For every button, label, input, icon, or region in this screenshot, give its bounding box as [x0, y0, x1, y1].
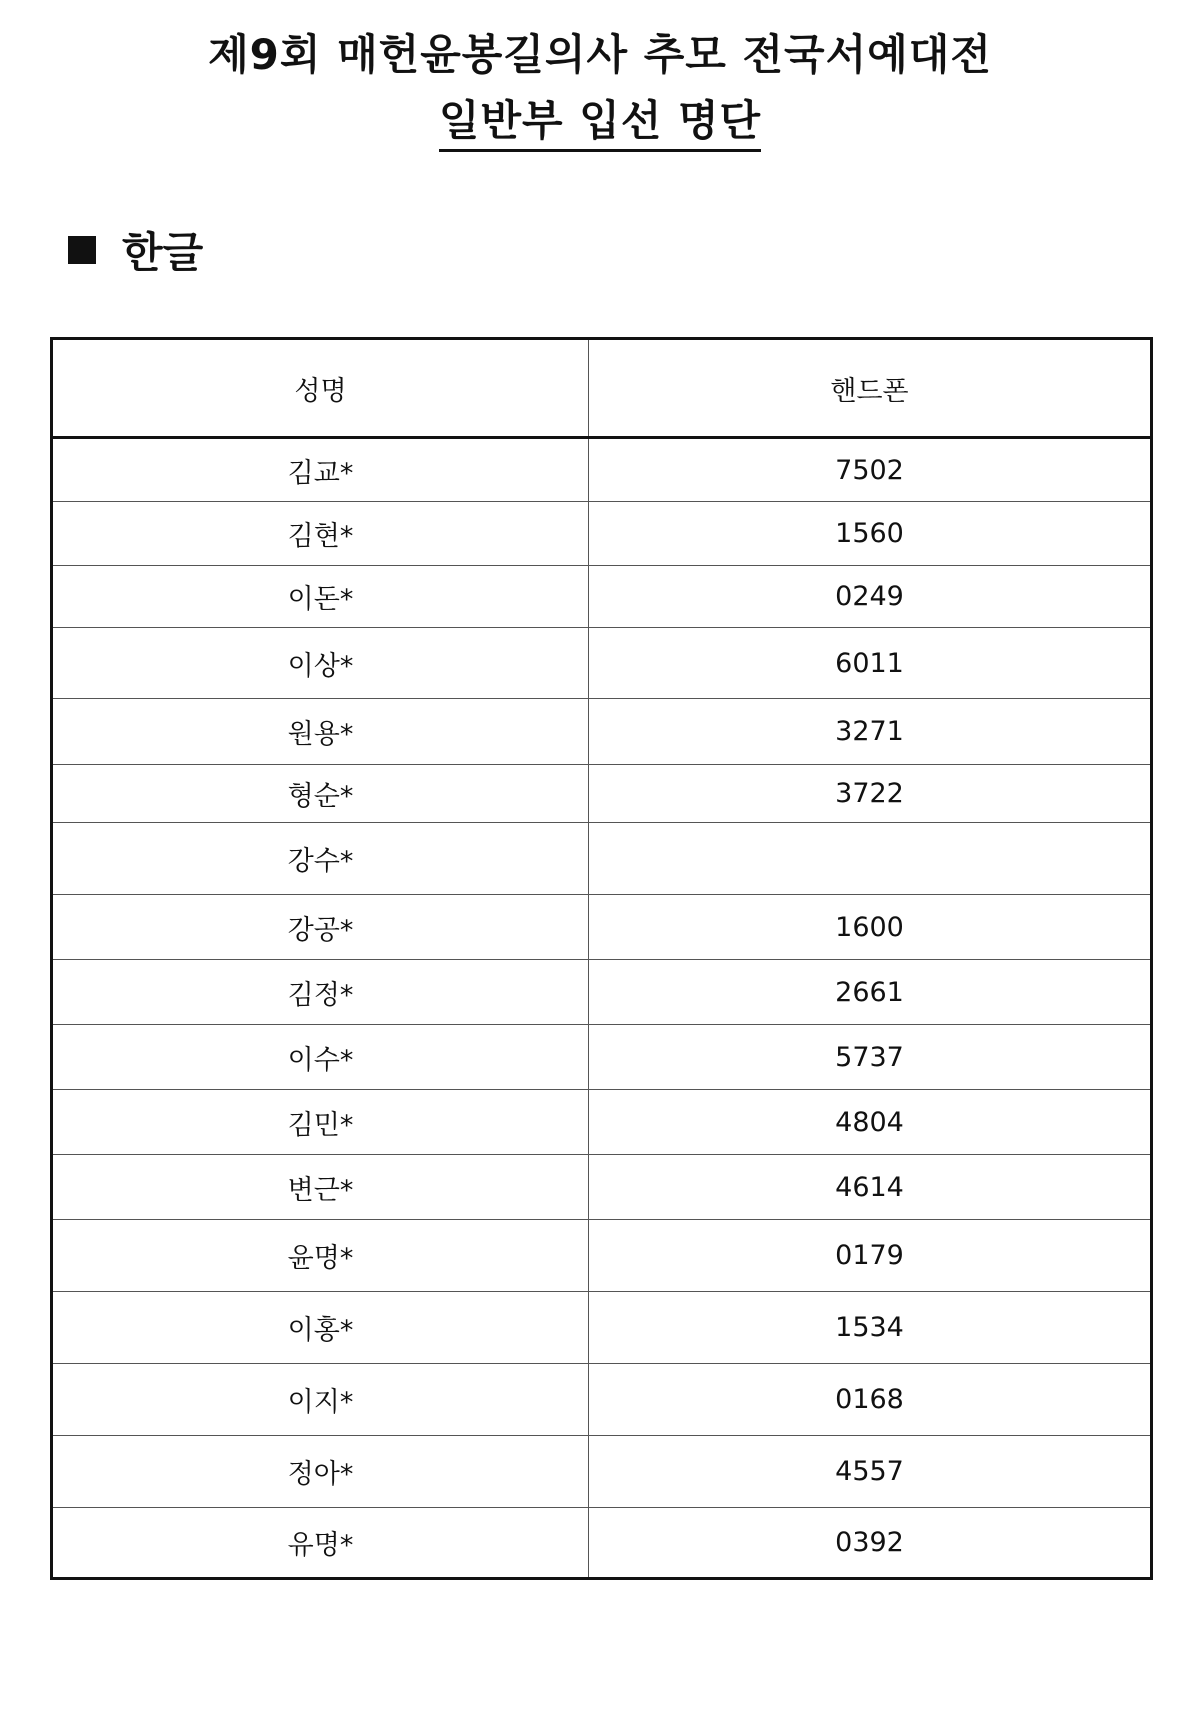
cell-name: 김민* [52, 1090, 589, 1155]
cell-phone: 0179 [589, 1220, 1152, 1292]
cell-name: 유명* [52, 1508, 589, 1579]
cell-phone [589, 823, 1152, 895]
cell-phone: 5737 [589, 1025, 1152, 1090]
cell-phone: 2661 [589, 960, 1152, 1025]
cell-name: 김교* [52, 438, 589, 502]
cell-name: 강공* [52, 895, 589, 960]
table-row [52, 1220, 1152, 1292]
cell-phone: 1534 [589, 1292, 1152, 1364]
square-bullet-icon [68, 236, 96, 264]
table-row [52, 1364, 1152, 1436]
table-row [52, 960, 1152, 1025]
table-row [52, 1025, 1152, 1090]
cell-phone: 3271 [589, 699, 1152, 765]
cell-name: 형순* [52, 765, 589, 823]
cell-name: 강수* [52, 823, 589, 895]
cell-name: 이지* [52, 1364, 589, 1436]
header-phone: 핸드폰 [589, 339, 1152, 438]
section-heading [68, 220, 203, 280]
cell-phone: 4557 [589, 1436, 1152, 1508]
section-label: 한글 [122, 228, 204, 277]
header-name: 성명 [52, 339, 589, 438]
cell-phone: 6011 [589, 628, 1152, 699]
cell-phone: 0168 [589, 1364, 1152, 1436]
winners-table [50, 337, 1153, 1580]
table-row [52, 628, 1152, 699]
cell-phone: 1560 [589, 502, 1152, 566]
cell-name: 김현* [52, 502, 589, 566]
cell-name: 이홍* [52, 1292, 589, 1364]
cell-name: 원용* [52, 699, 589, 765]
table-row [52, 1292, 1152, 1364]
document-subtitle-text: 일반부 입선 명단 [439, 96, 761, 152]
cell-phone: 4614 [589, 1155, 1152, 1220]
table-row [52, 1090, 1152, 1155]
cell-phone: 0249 [589, 566, 1152, 628]
table-row [52, 566, 1152, 628]
cell-phone: 0392 [835, 1527, 904, 1558]
table-row [52, 502, 1152, 566]
table-row [52, 438, 1152, 502]
table-row [52, 823, 1152, 895]
table-row [52, 1508, 1152, 1579]
cell-name: 이수* [52, 1025, 589, 1090]
cell-name: 이돈* [52, 566, 589, 628]
document-title: 제9회 매헌윤봉길의사 추모 전국서예대전 [208, 30, 992, 79]
table-row [52, 895, 1152, 960]
table-header-row [52, 339, 1152, 438]
cell-name: 윤명* [52, 1220, 589, 1292]
table-row [52, 765, 1152, 823]
cell-name: 정아* [52, 1436, 589, 1508]
table-row [52, 1436, 1152, 1508]
table-row [52, 699, 1152, 765]
document-subtitle [0, 88, 1200, 148]
cell-name: 김정* [52, 960, 589, 1025]
cell-phone: 7502 [589, 438, 1152, 502]
cell-name: 변근* [52, 1155, 589, 1220]
cell-phone: 1600 [589, 895, 1152, 960]
cell-name: 이상* [52, 628, 589, 699]
table-row [52, 1155, 1152, 1220]
cell-phone: 4804 [589, 1090, 1152, 1155]
cell-phone: 3722 [589, 765, 1152, 823]
